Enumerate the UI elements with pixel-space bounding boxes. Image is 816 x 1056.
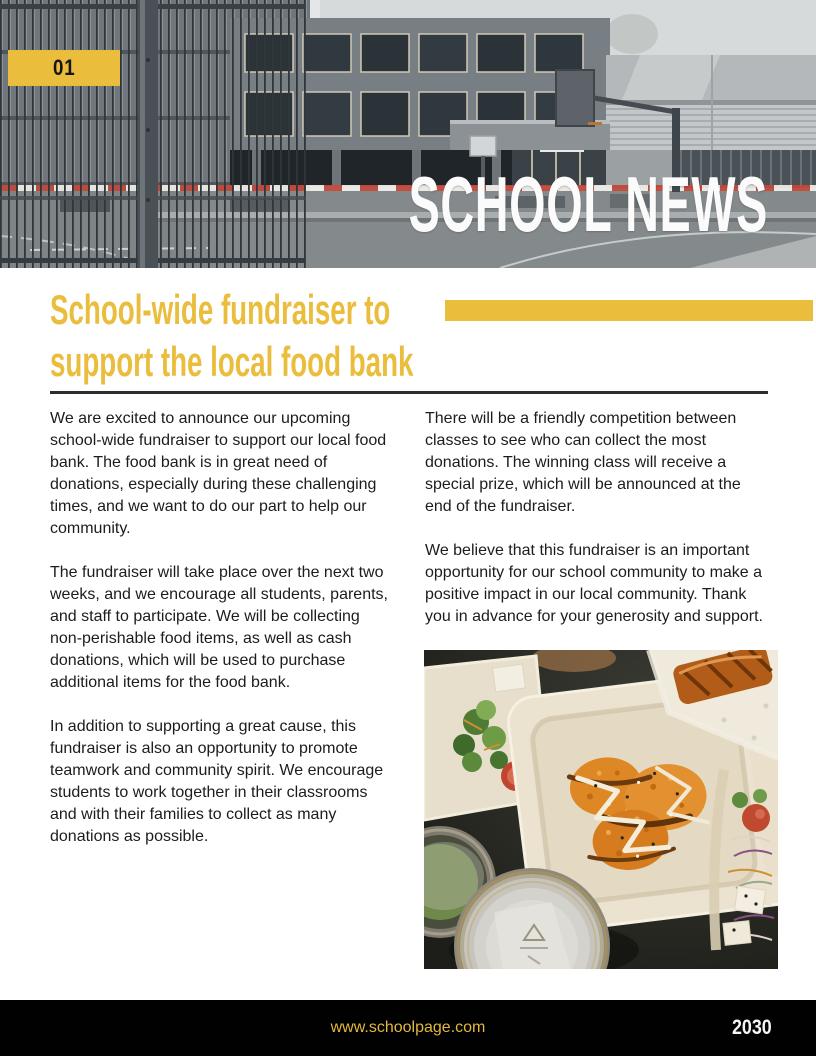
- article-paragraph: In addition to supporting a great cause, this fundraiser is also an opportunity to promote teamwork and community spirit. We encourage students to work together in their classrooms and with their families to collect as many donations as possible.: [50, 718, 384, 845]
- footer-year: 2030: [732, 1016, 772, 1039]
- article-left-column: [50, 408, 391, 870]
- headline-line-1: School-wide fundraiser to: [50, 286, 391, 333]
- page-footer: [0, 1000, 816, 1056]
- page-number-text: 01: [52, 55, 76, 80]
- article-paragraph: We are excited to announce our upcoming school-wide fundraiser to support our local food bank. The food bank is in great need of donations, especially during these challenging times, and we want to do our part to help our community.: [50, 410, 387, 537]
- article-right-column: [425, 408, 769, 969]
- header: [0, 0, 816, 268]
- masthead-title: SCHOOL NEWS: [408, 160, 768, 248]
- article-paragraph: We believe that this fundraiser is an important opportunity for our school community to make a positive impact in our local community. Thank you in advance for your generosity and support.: [425, 542, 763, 625]
- content-divider: [50, 391, 768, 394]
- article-paragraph: There will be a friendly competition between classes to see who can collect the most donations. The winning class will receive a special prize, which will be announced at the end of the fundraiser.: [425, 410, 741, 515]
- article-paragraph: The fundraiser will take place over the next two weeks, and we encourage all students, parents, and staff to participate. We will be collecting non-perishable food items, as well as cash donations, which will be used to purchase additional items for the food bank.: [50, 564, 388, 691]
- footer-website-link[interactable]: www.schoolpage.com: [330, 1019, 486, 1036]
- food-photo: [424, 650, 778, 969]
- page-number-badge: [8, 50, 120, 86]
- headline-accent-bar: [445, 300, 813, 321]
- headline-line-2: support the local food bank: [50, 338, 414, 385]
